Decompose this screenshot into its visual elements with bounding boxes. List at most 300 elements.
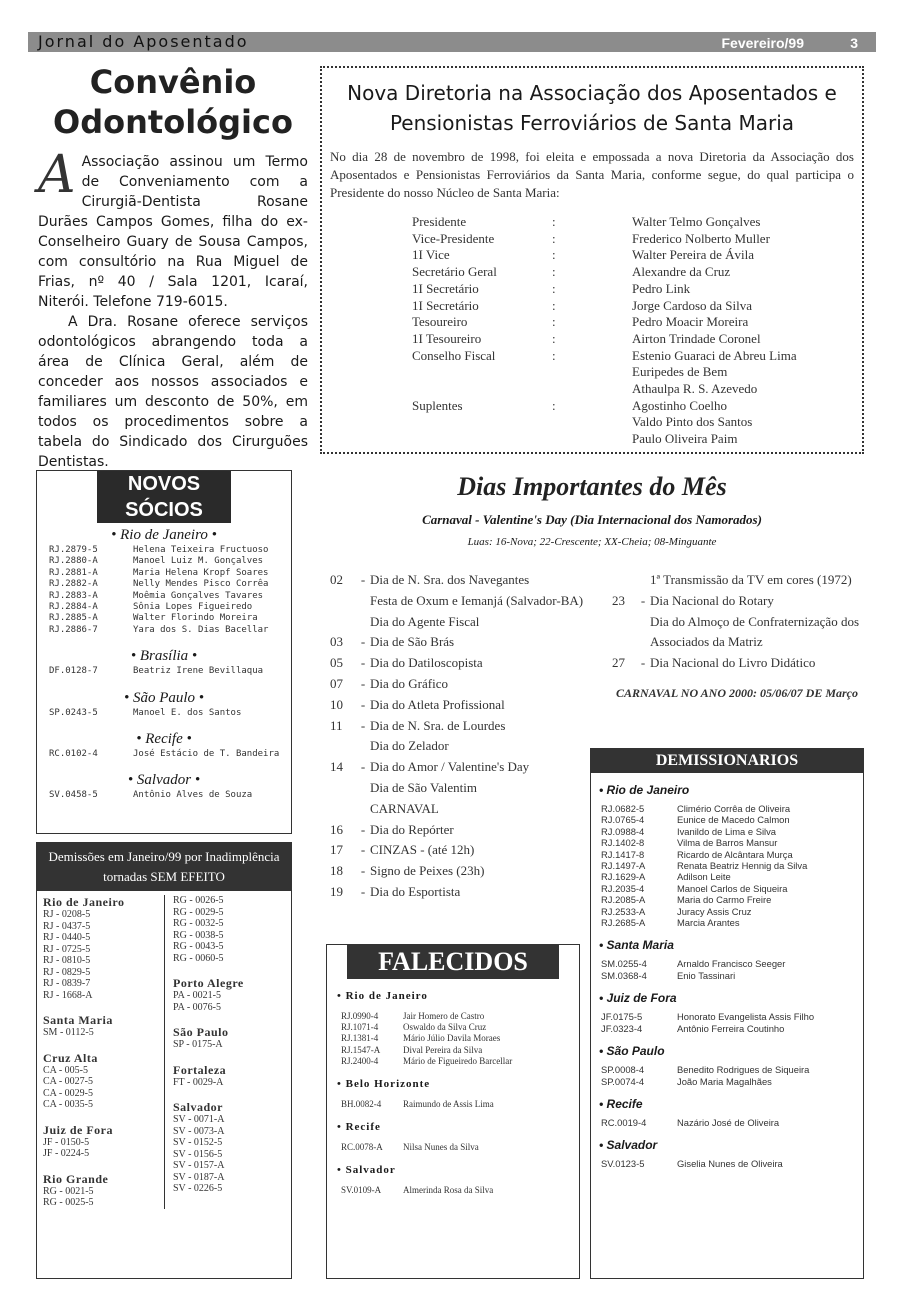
dia-item bbox=[330, 757, 600, 778]
diretoria-separator bbox=[542, 431, 632, 448]
dia-separator bbox=[356, 612, 370, 633]
diretoria-name: Walter Telmo Gonçalves bbox=[632, 214, 761, 229]
diretoria-separator bbox=[542, 414, 632, 431]
member-name: Manoel E. dos Santos bbox=[133, 707, 242, 718]
diretoria-row bbox=[412, 348, 797, 365]
dia-separator: - bbox=[360, 717, 366, 733]
falecidos-city: • Belo Horizonte bbox=[337, 1078, 431, 1091]
demissionarios-row bbox=[601, 958, 863, 969]
demissionarios-row bbox=[601, 826, 863, 837]
member-code: SP.0074-4 bbox=[601, 1075, 645, 1087]
member-name: José Estácio de T. Bandeira bbox=[133, 749, 280, 760]
diretoria-name: Agostinho Coelho bbox=[632, 397, 727, 413]
dia-number bbox=[330, 591, 356, 612]
member-name: Ricardo de Alcântara Murça bbox=[677, 848, 793, 860]
member-code: RJ.1402-8 bbox=[601, 837, 645, 849]
diretoria-separator: : bbox=[552, 247, 556, 263]
demissoes-city: Santa Maria bbox=[43, 1013, 113, 1027]
member-name: Manoel Luiz M. Gonçalves bbox=[133, 556, 264, 567]
dia-separator bbox=[636, 570, 650, 591]
demissoes-code: SV - 0071-A bbox=[173, 1114, 225, 1125]
demissionarios-list bbox=[591, 1117, 863, 1128]
diretoria-role: Suplentes bbox=[412, 397, 463, 413]
demissionarios-row bbox=[601, 1158, 863, 1169]
diretoria-name: Valdo Pinto dos Santos bbox=[632, 414, 753, 430]
drop-cap: A bbox=[38, 145, 76, 205]
member-name: Yara dos S. Dias Bacellar bbox=[133, 624, 269, 635]
diretoria-role bbox=[412, 381, 542, 398]
demissoes-city: Fortaleza bbox=[173, 1062, 227, 1077]
demissoes-code: RJ - 0810-5 bbox=[43, 955, 91, 966]
member-name: Mário de Figueiredo Barcellar bbox=[403, 1055, 513, 1066]
dia-item bbox=[330, 591, 600, 612]
member-code: RJ.2884-A bbox=[49, 602, 98, 613]
demissionarios-row bbox=[601, 803, 863, 814]
member-name: Enio Tassinari bbox=[677, 969, 736, 981]
convenio-title: Convênio Odontológico bbox=[53, 63, 293, 141]
dia-number bbox=[330, 799, 356, 820]
dia-label: Dia do Repórter bbox=[370, 821, 454, 837]
member-code: RJ.1417-8 bbox=[601, 848, 645, 860]
demissoes-code: RJ - 1668-A bbox=[43, 989, 93, 1001]
diretoria-row bbox=[412, 331, 797, 348]
novos-socios-row bbox=[37, 625, 291, 636]
demissoes-code: RG - 0026-5 bbox=[173, 895, 224, 906]
demissoes-code: CA - 0029-5 bbox=[43, 1087, 93, 1099]
demissionarios-row bbox=[601, 894, 863, 905]
diretoria-name: Alexandre da Cruz bbox=[632, 264, 731, 280]
member-name: Antônio Ferreira Coutinho bbox=[677, 1022, 785, 1034]
demissoes-code: SV - 0187-A bbox=[173, 1171, 225, 1183]
dia-item bbox=[330, 695, 600, 716]
novos-socios-row bbox=[37, 545, 291, 556]
novos-socios-row bbox=[37, 602, 291, 613]
diretoria-separator: : bbox=[552, 330, 556, 346]
diretoria-intro: No dia 28 de novembro de 1998, foi eleita e empossada a nova Diretoria da Associação dos Aposentados e Pensionistas Ferroviários da Santa Maria, conforme segue, do qual participa o Presidente do nosso Núcleo de Santa Maria: bbox=[330, 149, 854, 200]
dia-label: Dia do Atleta Profissional bbox=[370, 696, 505, 712]
dia-number: 19 bbox=[330, 883, 343, 899]
demissoes-code: SV - 0226-5 bbox=[173, 1183, 223, 1194]
dia-separator: - bbox=[360, 842, 366, 858]
diretoria-title: Nova Diretoria na Associação dos Aposentados e Pensionistas Ferroviários de Santa Maria bbox=[347, 81, 837, 135]
member-name: Raimundo de Assis Lima bbox=[403, 1099, 494, 1110]
novos-socios-row bbox=[37, 568, 291, 579]
falecidos-row bbox=[341, 1185, 579, 1196]
demissionarios-list bbox=[591, 1011, 863, 1034]
dia-label: Dia de São Valentim bbox=[370, 779, 477, 795]
demissoes-code: RG - 0060-5 bbox=[173, 952, 224, 964]
diretoria-row bbox=[412, 247, 797, 264]
falecidos-box bbox=[326, 944, 580, 1279]
diretoria-role: Tesoureiro bbox=[412, 314, 468, 330]
member-name: Nelly Mendes Pisco Corrêa bbox=[133, 579, 269, 590]
dia-separator: - bbox=[360, 675, 366, 691]
diretoria-row bbox=[412, 414, 797, 431]
member-code: SV.0123-5 bbox=[601, 1158, 645, 1170]
diretoria-row bbox=[412, 264, 797, 281]
member-code: SM.0255-4 bbox=[601, 958, 647, 970]
demissionarios-row bbox=[601, 1117, 863, 1128]
demissionarios-row bbox=[601, 837, 863, 848]
diretoria-row bbox=[412, 314, 797, 331]
demissoes-left-column bbox=[43, 895, 164, 1209]
dias-title: Dias Importantes do Mês bbox=[457, 472, 727, 501]
convenio-article bbox=[38, 62, 308, 472]
member-code: SM.0368-4 bbox=[601, 969, 647, 981]
demissoes-code: SV - 0073-A bbox=[173, 1125, 225, 1137]
dia-label: Dia Nacional do Livro Didático bbox=[650, 655, 816, 671]
demissoes-code: PA - 0021-5 bbox=[173, 990, 221, 1001]
diretoria-separator: : bbox=[552, 230, 556, 246]
dia-label: CARNAVAL bbox=[370, 800, 439, 816]
demissoes-code: RJ - 0725-5 bbox=[43, 943, 91, 955]
convenio-paragraph-1: A Associação assinou um Termo de Conveniamento com a Cirurgiã-Dentista Rosane Durães Campos Gomes, filha do ex-Conselheiro Guary de Sousa Campos, com consultório na Rua Miguel de Frias, nº 40 / Sala 1201, Icaraí, Niterói. Telefone 719-6015. bbox=[38, 145, 308, 310]
demissionarios-title: DEMISSIONARIOS bbox=[591, 749, 863, 773]
dia-separator: - bbox=[640, 655, 646, 671]
member-name: Renata Beatriz Hennig da Silva bbox=[677, 860, 808, 872]
diretoria-role: Conselho Fiscal bbox=[412, 347, 496, 363]
demissoes-code: JF - 0150-5 bbox=[43, 1136, 90, 1148]
demissionarios-row bbox=[601, 1023, 863, 1034]
diretoria-separator: : bbox=[552, 297, 556, 313]
member-name: Almerinda Rosa da Silva bbox=[403, 1185, 494, 1196]
dia-item bbox=[330, 820, 600, 841]
novos-socios-row bbox=[37, 591, 291, 602]
diretoria-row bbox=[412, 431, 797, 448]
dia-item bbox=[612, 653, 862, 674]
dia-label: CINZAS - (até 12h) bbox=[370, 842, 475, 858]
member-code: JF.0323-4 bbox=[601, 1022, 643, 1034]
dia-separator: - bbox=[360, 572, 366, 587]
dia-number: 03 bbox=[330, 634, 343, 650]
demissoes-code: RG - 0032-5 bbox=[173, 918, 224, 929]
member-name: Dival Pereira da Silva bbox=[403, 1044, 483, 1055]
novos-socios-city: • Recife • bbox=[136, 731, 192, 748]
novos-socios-row bbox=[37, 708, 291, 719]
dia-number bbox=[612, 570, 636, 591]
dia-label: Signo de Peixes (23h) bbox=[370, 863, 485, 879]
demissoes-code: SP - 0175-A bbox=[173, 1039, 223, 1050]
demissionarios-row bbox=[601, 1064, 863, 1075]
demissoes-code: RJ - 0437-5 bbox=[43, 920, 91, 932]
issue-date: Fevereiro/99 bbox=[721, 35, 804, 51]
demissoes-code: SV - 0152-5 bbox=[173, 1137, 223, 1148]
falecidos-row bbox=[341, 1045, 579, 1056]
dia-number: 14 bbox=[330, 759, 343, 775]
dia-number bbox=[330, 612, 356, 633]
demissoes-code: FT - 0029-A bbox=[173, 1076, 224, 1088]
novos-socios-box bbox=[36, 470, 292, 834]
dia-separator: - bbox=[360, 634, 366, 650]
diretoria-role: Secretário Geral bbox=[412, 264, 497, 280]
diretoria-row bbox=[412, 364, 797, 381]
member-name: Sônia Lopes Figueiredo bbox=[133, 602, 253, 613]
demissoes-code: RG - 0021-5 bbox=[43, 1185, 94, 1197]
falecidos-city: • Salvador bbox=[337, 1164, 396, 1177]
dia-label: Dia do Amor / Valentine's Day bbox=[370, 759, 530, 775]
dia-separator: - bbox=[360, 759, 366, 775]
dia-separator bbox=[356, 736, 370, 757]
member-name: Oswaldo da Silva Cruz bbox=[403, 1022, 487, 1033]
member-code: RJ.1071-4 bbox=[341, 1022, 379, 1033]
diretoria-role: 1I Secretário bbox=[412, 280, 479, 296]
dia-item bbox=[330, 840, 600, 861]
member-name: Eunice de Macedo Calmon bbox=[677, 814, 790, 826]
member-code: RC.0102-4 bbox=[49, 749, 98, 760]
member-code: RC.0019-4 bbox=[601, 1116, 647, 1128]
dia-label: Dia do Agente Fiscal bbox=[370, 613, 480, 629]
demissoes-code: RJ - 0440-5 bbox=[43, 932, 91, 943]
dia-separator bbox=[356, 778, 370, 799]
member-code: RJ.0682-5 bbox=[601, 803, 645, 814]
dia-item bbox=[330, 612, 600, 633]
dia-label: Dia do Almoço de Confraternização dos Associados da Matriz bbox=[650, 613, 860, 650]
demissionarios-city: • Salvador bbox=[599, 1138, 658, 1153]
dia-number: 10 bbox=[330, 696, 343, 712]
diretoria-box bbox=[320, 66, 864, 454]
novos-socios-row bbox=[37, 613, 291, 624]
dia-number: 05 bbox=[330, 655, 343, 671]
dia-separator: - bbox=[360, 655, 366, 671]
demissionarios-city: • Santa Maria bbox=[599, 938, 674, 953]
demissoes-code: CA - 0027-5 bbox=[43, 1076, 93, 1087]
diretoria-table bbox=[412, 214, 797, 448]
member-name: João Maria Magalhães bbox=[677, 1075, 772, 1087]
diretoria-name: Euripedes de Bem bbox=[632, 364, 728, 380]
demissoes-code: RJ - 0839-7 bbox=[43, 978, 91, 989]
member-code: DF.0128-7 bbox=[49, 666, 98, 677]
dia-label: Dia do Esportista bbox=[370, 883, 461, 899]
page-number: 3 bbox=[850, 35, 858, 51]
demissoes-city: Rio de Janeiro bbox=[43, 895, 125, 909]
falecidos-row bbox=[341, 1011, 579, 1022]
diretoria-role: 1I Tesoureiro bbox=[412, 330, 482, 346]
demissionarios-city: • Rio de Janeiro bbox=[599, 783, 690, 797]
demissoes-code: PA - 0076-5 bbox=[173, 1001, 221, 1013]
diretoria-separator: : bbox=[552, 347, 556, 363]
dia-number: 18 bbox=[330, 863, 343, 879]
member-name: Maria Helena Kropf Soares bbox=[133, 567, 269, 578]
dias-importantes-header bbox=[320, 470, 864, 550]
diretoria-name: Jorge Cardoso da Silva bbox=[632, 297, 752, 313]
member-code: RJ.2883-A bbox=[49, 590, 98, 601]
demissionarios-list bbox=[591, 958, 863, 981]
falecidos-row bbox=[341, 1142, 579, 1153]
dia-label: Dia do Zelador bbox=[370, 738, 449, 754]
diretoria-name: Estenio Guaraci de Abreu Lima bbox=[632, 347, 797, 363]
demissoes-city: Rio Grande bbox=[43, 1171, 109, 1186]
dia-separator: - bbox=[360, 863, 366, 879]
member-code: SP.0243-5 bbox=[49, 707, 98, 718]
falecidos-list bbox=[327, 1099, 579, 1110]
falecidos-row bbox=[341, 1033, 579, 1044]
member-code: RC.0078-A bbox=[341, 1142, 383, 1153]
falecidos-list bbox=[327, 1142, 579, 1153]
member-code: RJ.2085-A bbox=[601, 894, 646, 906]
demissionarios-row bbox=[601, 1011, 863, 1022]
dia-number: 11 bbox=[330, 717, 343, 733]
novos-socios-city: • Brasília • bbox=[130, 648, 198, 665]
member-code: SV.0109-A bbox=[341, 1185, 382, 1196]
dia-label: Dia Nacional do Rotary bbox=[650, 592, 774, 608]
falecidos-list bbox=[327, 1011, 579, 1067]
demissoes-code: RJ - 0208-5 bbox=[43, 909, 91, 920]
novos-socios-row bbox=[37, 749, 291, 760]
member-code: RJ.2400-4 bbox=[341, 1055, 379, 1066]
member-code: RJ.2533-A bbox=[601, 905, 646, 917]
member-code: RJ.0765-4 bbox=[601, 814, 645, 826]
member-code: RJ.2881-A bbox=[49, 567, 98, 578]
dia-item bbox=[330, 799, 600, 820]
dia-separator: - bbox=[640, 592, 646, 608]
diretoria-role bbox=[412, 431, 542, 448]
diretoria-role: 1I Vice bbox=[412, 247, 450, 263]
member-code: RJ.0988-4 bbox=[601, 825, 645, 837]
member-name: Adilson Leite bbox=[677, 871, 731, 883]
novos-socios-row bbox=[37, 666, 291, 677]
demissoes-title: Demissões em Janeiro/99 por Inadimplência tornadas SEM EFEITO bbox=[37, 843, 291, 891]
demissoes-code: RG - 0038-5 bbox=[173, 929, 224, 941]
dia-separator bbox=[356, 799, 370, 820]
diretoria-name: Frederico Nolberto Muller bbox=[632, 230, 770, 246]
demissoes-code: RG - 0025-5 bbox=[43, 1197, 94, 1208]
dia-number: 07 bbox=[330, 675, 343, 691]
diretoria-separator bbox=[542, 364, 632, 381]
diretoria-name: Walter Pereira de Ávila bbox=[632, 247, 755, 263]
member-name: Walter Florindo Moreira bbox=[133, 613, 258, 624]
novos-socios-row bbox=[37, 579, 291, 590]
dia-label: Dia do Gráfico bbox=[370, 675, 448, 691]
dia-number: 27 bbox=[612, 655, 625, 671]
member-name: Antônio Alves de Souza bbox=[133, 790, 253, 801]
diretoria-separator: : bbox=[552, 280, 556, 296]
member-code: RJ.1547-A bbox=[341, 1044, 381, 1055]
diretoria-row bbox=[412, 281, 797, 298]
dia-item bbox=[330, 653, 600, 674]
demissoes-right-column bbox=[164, 895, 285, 1209]
demissionarios-row bbox=[601, 814, 863, 825]
falecidos-city: • Rio de Janeiro bbox=[337, 990, 428, 1002]
diretoria-row bbox=[412, 231, 797, 248]
demissoes-code: CA - 0035-5 bbox=[43, 1099, 93, 1110]
dia-label: Dia de N. Sra. de Lourdes bbox=[370, 717, 506, 733]
falecidos-city: • Recife bbox=[337, 1121, 381, 1134]
diretoria-separator bbox=[542, 381, 632, 398]
falecidos-title: FALECIDOS bbox=[347, 945, 559, 979]
page-header bbox=[28, 32, 876, 52]
dia-label: Dia de N. Sra. dos Navegantes bbox=[370, 572, 530, 587]
demissoes-city: Juiz de Fora bbox=[43, 1122, 113, 1137]
demissionarios-list bbox=[591, 803, 863, 928]
member-name: Marcia Arantes bbox=[677, 917, 740, 929]
dia-separator bbox=[356, 591, 370, 612]
demissionarios-list bbox=[591, 1158, 863, 1169]
dia-item bbox=[612, 570, 862, 591]
member-name: Nilsa Nunes da Silva bbox=[403, 1142, 479, 1153]
demissoes-box bbox=[36, 842, 292, 1279]
diretoria-row bbox=[412, 214, 797, 231]
dias-subtitle: Carnaval - Valentine's Day (Dia Internacional dos Namorados) bbox=[422, 512, 762, 527]
diretoria-row bbox=[412, 398, 797, 415]
dia-number bbox=[612, 612, 636, 654]
novos-socios-city: • São Paulo • bbox=[123, 689, 205, 706]
member-name: Maria do Carmo Freire bbox=[677, 894, 772, 906]
member-code: RJ.2885-A bbox=[49, 613, 98, 624]
dia-number: 23 bbox=[612, 592, 625, 608]
diretoria-role bbox=[412, 364, 542, 381]
diretoria-separator: : bbox=[552, 397, 556, 413]
member-name: Honorato Evangelista Assis Filho bbox=[677, 1011, 815, 1023]
diretoria-role: 1I Secretário bbox=[412, 297, 479, 313]
member-name: Mário Júlio Davila Moraes bbox=[403, 1033, 501, 1044]
member-name: Beatriz Irene Bevillaqua bbox=[133, 666, 264, 677]
member-code: RJ.2035-4 bbox=[601, 882, 645, 894]
member-code: SP.0008-4 bbox=[601, 1064, 645, 1076]
dia-item bbox=[330, 736, 600, 757]
member-name: Climério Corrêa de Oliveira bbox=[677, 803, 791, 814]
novos-socios-row bbox=[37, 556, 291, 567]
dia-item bbox=[330, 861, 600, 882]
demissionarios-city: • Recife bbox=[599, 1096, 643, 1111]
novos-socios-title: NOVOS SÓCIOS bbox=[97, 471, 231, 523]
demissoes-city: Salvador bbox=[173, 1100, 224, 1114]
dia-number bbox=[330, 736, 356, 757]
dia-item bbox=[330, 674, 600, 695]
member-name: Manoel Carlos de Siqueira bbox=[677, 882, 788, 894]
falecidos-row bbox=[341, 1056, 579, 1067]
member-code: BH.0082-4 bbox=[341, 1099, 382, 1110]
falecidos-row bbox=[341, 1099, 579, 1110]
member-code: RJ.1497-A bbox=[601, 860, 646, 872]
demissoes-code: RJ - 0829-5 bbox=[43, 966, 91, 978]
demissionarios-row bbox=[601, 970, 863, 981]
member-name: Juracy Assis Cruz bbox=[677, 905, 752, 917]
member-code: RJ.1629-A bbox=[601, 871, 646, 883]
dia-separator: - bbox=[360, 821, 366, 837]
dias-left-list bbox=[330, 570, 600, 903]
dia-number bbox=[330, 778, 356, 799]
demissoes-city: Cruz Alta bbox=[43, 1050, 98, 1065]
dia-separator: - bbox=[360, 883, 366, 899]
diretoria-role: Presidente bbox=[412, 214, 467, 229]
diretoria-separator: : bbox=[552, 314, 556, 330]
dia-label: Dia do Datiloscopista bbox=[370, 655, 483, 671]
member-code: RJ.1381-4 bbox=[341, 1033, 379, 1044]
demissoes-city: São Paulo bbox=[173, 1025, 229, 1039]
demissionarios-row bbox=[601, 906, 863, 917]
demissoes-code: JF - 0224-5 bbox=[43, 1148, 90, 1159]
dia-item bbox=[612, 612, 862, 654]
novos-socios-row bbox=[37, 790, 291, 801]
dias-moons: Luas: 16-Nova; 22-Crescente; XX-Cheia; 08-Minguante bbox=[467, 536, 717, 548]
demissionarios-row bbox=[601, 860, 863, 871]
demissoes-code: RG - 0043-5 bbox=[173, 941, 224, 952]
dia-item bbox=[330, 778, 600, 799]
carnaval-2000-note: CARNAVAL NO ANO 2000: 05/06/07 DE Março bbox=[615, 685, 858, 700]
member-name: Moêmia Gonçalves Tavares bbox=[133, 590, 264, 601]
dia-item bbox=[330, 632, 600, 653]
dia-separator: - bbox=[360, 696, 366, 712]
member-code: RJ.2886-7 bbox=[49, 624, 98, 635]
demissoes-code: RG - 0029-5 bbox=[173, 906, 224, 918]
diretoria-separator: : bbox=[552, 214, 556, 229]
member-name: Helena Teixeira Fructuoso bbox=[133, 545, 269, 555]
member-name: Vilma de Barros Mansur bbox=[677, 837, 778, 849]
member-code: JF.0175-5 bbox=[601, 1011, 643, 1023]
demissionarios-row bbox=[601, 883, 863, 894]
diretoria-name: Athaulpa R. S. Azevedo bbox=[632, 381, 758, 397]
dia-item bbox=[612, 591, 862, 612]
